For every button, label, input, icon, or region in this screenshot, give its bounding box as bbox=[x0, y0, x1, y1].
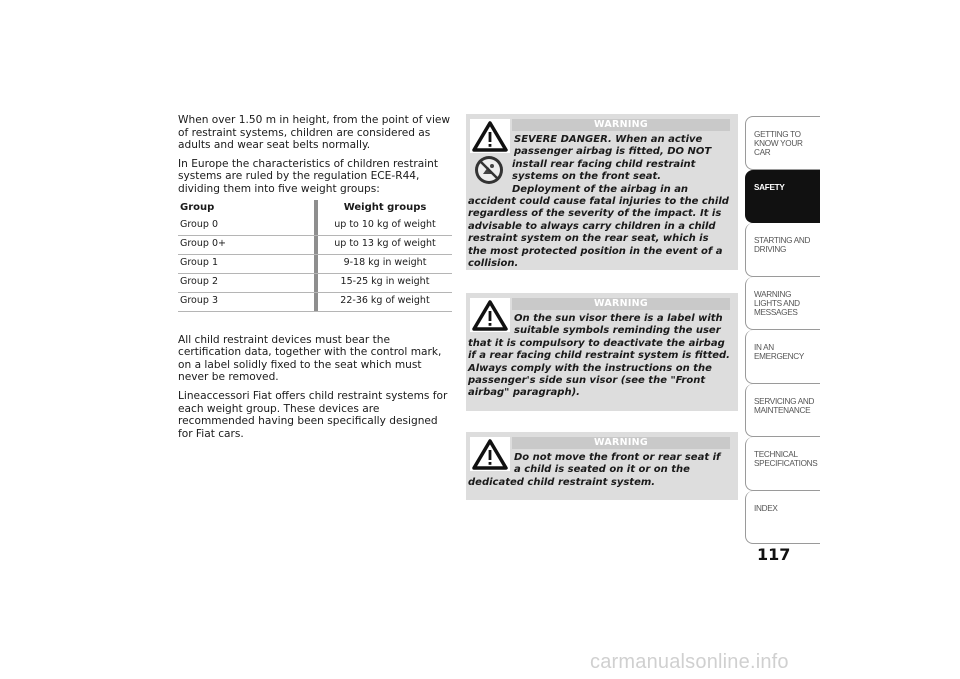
cell-weight: up to 10 kg of weight bbox=[314, 217, 452, 235]
tab-technical-specs[interactable]: TECHNICAL SPECIFICATIONS bbox=[745, 437, 820, 491]
body-text-column bbox=[178, 114, 452, 446]
tab-warning-lights[interactable]: WARNING LIGHTS AND MESSAGES bbox=[745, 277, 820, 331]
paragraph: All child restraint devices must bear the certification data, together with the control mark, on a label solidly fixed to the seat which must never be removed. bbox=[178, 333, 442, 384]
cell-group: Group 3 bbox=[180, 295, 218, 307]
tab-emergency[interactable]: IN AN EMERGENCY bbox=[745, 330, 820, 384]
table-row bbox=[178, 274, 452, 293]
table-header bbox=[178, 200, 452, 217]
warning-triangle-icon bbox=[470, 298, 510, 332]
cell-weight: 15-25 kg in weight bbox=[314, 274, 452, 292]
cell-weight: 22-36 kg of weight bbox=[314, 293, 452, 311]
warning-box bbox=[466, 114, 738, 270]
cell-group: Group 1 bbox=[180, 257, 218, 269]
watermark: carmanualsonline.info bbox=[590, 651, 789, 673]
cell-group: Group 0+ bbox=[180, 238, 226, 250]
warning-title: WARNING bbox=[512, 298, 730, 310]
warning-title: WARNING bbox=[512, 119, 730, 131]
paragraph: Lineaccessori Fiat offers child restraint systems for each weight group. These devices are recommended having been specifically designed for Fiat cars. bbox=[178, 389, 448, 440]
tab-servicing[interactable]: SERVICING AND MAINTENANCE bbox=[745, 384, 820, 438]
tab-starting-driving[interactable]: STARTING AND DRIVING bbox=[745, 223, 820, 277]
warning-triangle-icon bbox=[470, 437, 510, 471]
weight-groups-table bbox=[178, 200, 452, 312]
warning-triangle-icon bbox=[470, 119, 510, 153]
page-number: 117 bbox=[757, 545, 791, 564]
warning-text: On the sun visor there is a label with suitable symbols reminding the user that it is compulsory to deactivate the airbag if a rear facing child restraint system is fitted. Always comply with the instructions on the passenger's side sun visor (see the "Front airbag" paragraph). bbox=[468, 313, 730, 399]
table-row bbox=[178, 217, 452, 236]
header-group: Group bbox=[180, 201, 215, 213]
paragraph: When over 1.50 m in height, from the point of view of restraint systems, children are considered as adults and wear seat belts normally. bbox=[178, 114, 451, 152]
tab-getting-to-know[interactable]: GETTING TO KNOW YOUR CAR bbox=[745, 116, 820, 170]
cell-weight: 9-18 kg in weight bbox=[314, 255, 452, 273]
table-row bbox=[178, 293, 452, 312]
warning-box bbox=[466, 432, 738, 500]
table-row bbox=[178, 255, 452, 274]
cell-group: Group 2 bbox=[180, 276, 218, 288]
tab-index[interactable]: INDEX bbox=[745, 491, 820, 545]
warning-text: Do not move the front or rear seat if a child is seated on it or on the dedicated child restraint system. bbox=[468, 452, 721, 488]
cell-group: Group 0 bbox=[180, 219, 218, 231]
warning-text: SEVERE DANGER. When an active passenger airbag is fitted, DO NOT install rear facing child restraint systems on the front seat. Deployment of the airbag in an accident could cause fatal injuries to the child regardless of the severity of the impact. It is advisable to always carry children in a child restraint system on the rear seat, which is the most protected position in the event of a collision. bbox=[468, 134, 729, 270]
paragraph: In Europe the characteristics of children restraint systems are ruled by the regulation ECE-R44, dividing them into five weight groups: bbox=[178, 157, 439, 195]
header-weight: Weight groups bbox=[314, 200, 452, 217]
table-row bbox=[178, 236, 452, 255]
cell-weight: up to 13 kg of weight bbox=[314, 236, 452, 254]
warning-box bbox=[466, 293, 738, 411]
chapter-tabs bbox=[745, 116, 820, 544]
tab-safety[interactable]: SAFETY bbox=[745, 170, 820, 224]
no-child-seat-airbag-icon bbox=[474, 155, 504, 185]
warning-title: WARNING bbox=[512, 437, 730, 449]
